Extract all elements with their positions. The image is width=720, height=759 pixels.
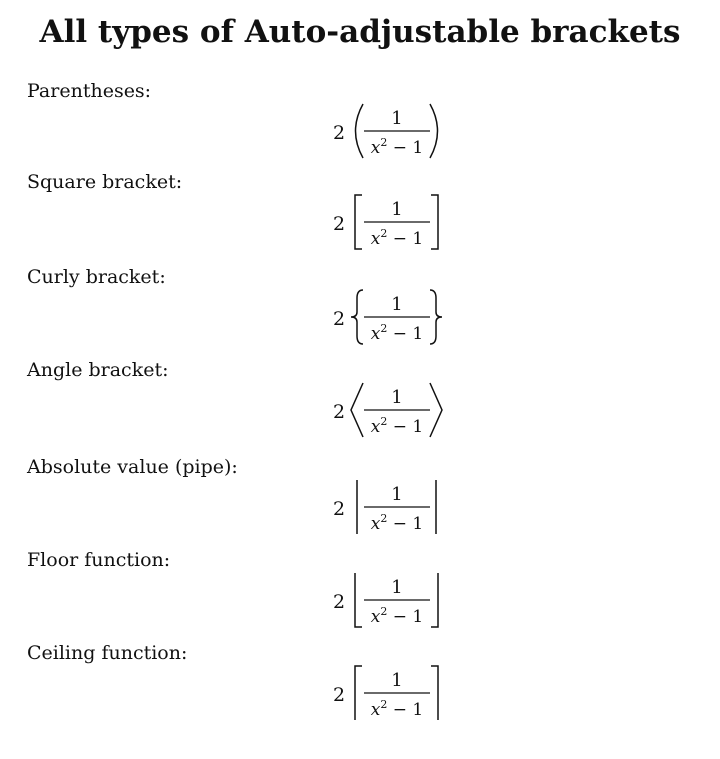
left-bracket (355, 666, 362, 720)
section-label-floor: Floor function: (27, 549, 171, 571)
numerator: 1 (391, 108, 403, 129)
equation-ceiling (0, 654, 720, 734)
right-bracket (430, 383, 442, 437)
denominator: $x^2 - 1$ (370, 512, 424, 534)
section-label-square: Square bracket: (27, 171, 183, 193)
right-bracket (430, 104, 438, 158)
left-bracket (355, 573, 362, 627)
equation-floor (0, 561, 720, 641)
denominator: $x^2 - 1$ (370, 322, 424, 344)
equation-svg (0, 278, 720, 358)
equation-angle (0, 371, 720, 451)
coefficient: 2 (333, 213, 346, 235)
equation-parentheses (0, 92, 720, 172)
numerator: 1 (391, 484, 403, 505)
denominator: $x^2 - 1$ (370, 415, 424, 437)
denominator: $x^2 - 1$ (370, 227, 424, 249)
equation-svg (0, 92, 720, 172)
section-label-pipe: Absolute value (pipe): (27, 456, 238, 478)
numerator: 1 (391, 670, 403, 691)
right-bracket (431, 195, 438, 249)
coefficient: 2 (333, 498, 346, 520)
coefficient: 2 (333, 401, 346, 423)
equation-square (0, 183, 720, 263)
coefficient: 2 (333, 308, 346, 330)
right-bracket (430, 290, 442, 344)
equation-curly (0, 278, 720, 358)
numerator: 1 (391, 199, 403, 220)
denominator: $x^2 - 1$ (370, 698, 424, 720)
coefficient: 2 (333, 591, 346, 613)
denominator: $x^2 - 1$ (370, 136, 424, 158)
section-label-angle: Angle bracket: (27, 359, 169, 381)
section-label-parentheses: Parentheses: (27, 80, 152, 102)
numerator: 1 (391, 387, 403, 408)
denominator: $x^2 - 1$ (370, 605, 424, 627)
equation-svg (0, 561, 720, 641)
left-bracket (351, 383, 363, 437)
left-bracket (351, 290, 363, 344)
left-bracket (355, 195, 362, 249)
numerator: 1 (391, 294, 403, 315)
numerator: 1 (391, 577, 403, 598)
left-bracket (356, 104, 364, 158)
equation-svg (0, 183, 720, 263)
section-label-ceiling: Ceiling function: (27, 642, 188, 664)
equation-svg (0, 371, 720, 451)
equation-pipe (0, 468, 720, 548)
right-bracket (431, 573, 438, 627)
coefficient: 2 (333, 684, 346, 706)
coefficient: 2 (333, 122, 346, 144)
equation-svg (0, 654, 720, 734)
section-label-curly: Curly bracket: (27, 266, 166, 288)
right-bracket (431, 666, 438, 720)
page-title: All types of Auto-adjustable brackets (39, 14, 681, 50)
equation-svg (0, 468, 720, 548)
